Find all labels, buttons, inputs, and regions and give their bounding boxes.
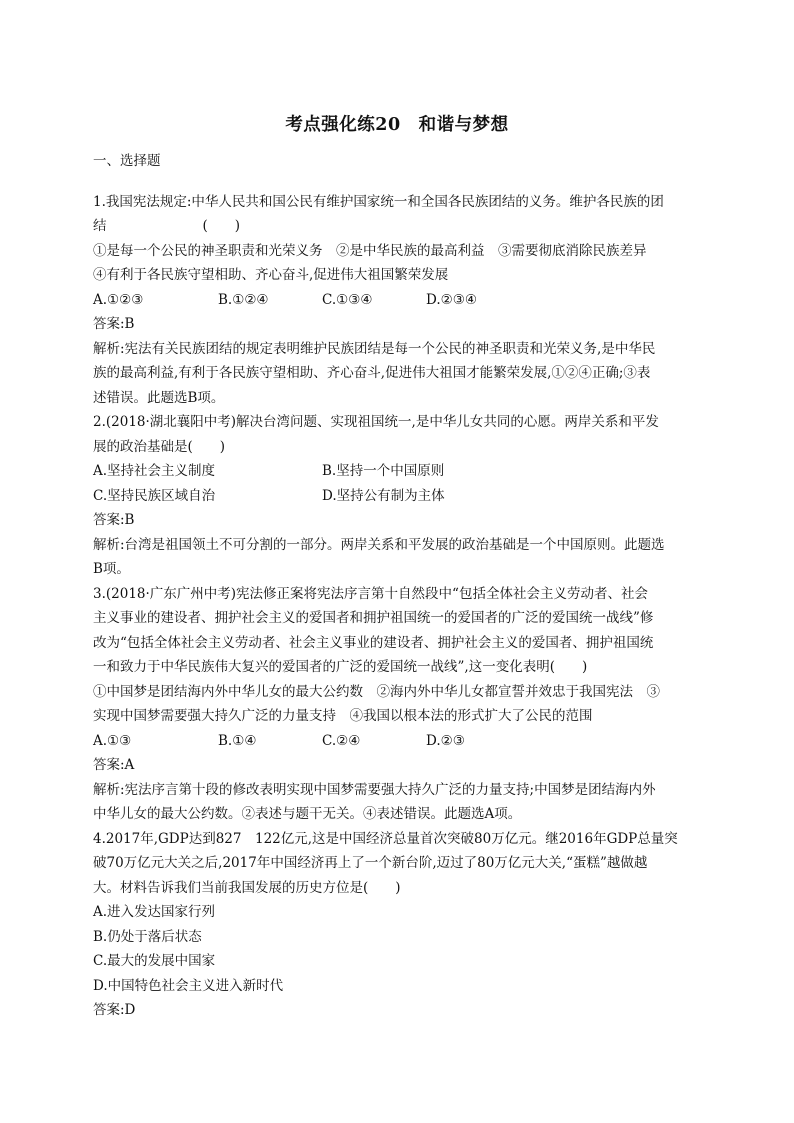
q1-statements-line1: ①是每一个公民的神圣职责和光荣义务 ②是中华民族的最高利益 ③需要彻底消除民族差异 bbox=[93, 243, 647, 259]
q3-option-d: D.②③ bbox=[426, 733, 465, 749]
q1-answer: 答案:B bbox=[93, 316, 135, 332]
q3-option-a: A.①③ bbox=[93, 733, 132, 749]
q3-stem-line4: 一和致力于中华民族伟大复兴的爱国者的广泛的爱国统一战线”,这一变化表明( ) bbox=[93, 659, 588, 675]
q2-option-c: C.坚持民族区域自治 bbox=[93, 488, 216, 504]
q3-stem-line2: 主义事业的建设者、拥护社会主义的爱国者和拥护祖国统一的爱国者的广泛的爱国统一战线”修 bbox=[93, 610, 654, 626]
document-title: 考点强化练20 和谐与梦想 bbox=[285, 115, 509, 135]
q3-answer: 答案:A bbox=[93, 757, 135, 773]
q1-option-c: C.①③④ bbox=[322, 292, 373, 308]
q3-statements-line1: ①中国梦是团结海内外中华儿女的最大公约数 ②海内外中华儿女都宣誓并效忠于我国宪法 ③ bbox=[93, 684, 660, 700]
q2-option-a: A.坚持社会主义制度 bbox=[93, 463, 216, 479]
q4-answer: 答案:D bbox=[93, 1002, 136, 1018]
q3-option-c: C.②④ bbox=[322, 733, 361, 749]
q1-analysis-line3: 述错误。此题选B项。 bbox=[93, 390, 225, 406]
q2-stem-line2: 展的政治基础是( ) bbox=[93, 439, 226, 455]
q1-analysis-line1: 解析:宪法有关民族团结的规定表明维护民族团结是每一个公民的神圣职责和光荣义务,是中华民 bbox=[93, 341, 656, 357]
q3-stem-line1: 3.(2018·广东广州中考)宪法修正案将宪法序言第十自然段中“包括全体社会主义劳动者、社会 bbox=[93, 586, 648, 602]
q1-stem-line1: 1.我国宪法规定:中华人民共和国公民有维护国家统一和全国各民族团结的义务。维护各民族的团 bbox=[93, 194, 664, 210]
q3-statements-line2: 实现中国梦需要强大持久广泛的力量支持 ④我国以根本法的形式扩大了公民的范围 bbox=[93, 708, 593, 724]
q1-statements-line2: ④有利于各民族守望相助、齐心奋斗,促进伟大祖国繁荣发展 bbox=[93, 267, 449, 283]
q4-option-c: C.最大的发展中国家 bbox=[93, 953, 216, 969]
q2-option-b: B.坚持一个中国原则 bbox=[322, 463, 445, 479]
q4-option-d: D.中国特色社会主义进入新时代 bbox=[93, 978, 284, 994]
section-heading: 一、选择题 bbox=[93, 153, 161, 169]
q2-analysis-line2: B项。 bbox=[93, 561, 130, 577]
q4-stem-line3: 大。材料告诉我们当前我国发展的历史方位是( ) bbox=[93, 880, 401, 896]
q4-stem-line2: 破70万亿元大关之后,2017年中国经济再上了一个新台阶,迈过了80万亿元大关,“蛋糕”越做越 bbox=[93, 855, 648, 871]
q1-analysis-line2: 族的最高利益,有利于各民族守望相助、齐心奋斗,促进伟大祖国才能繁荣发展,①②④正确;③表 bbox=[93, 365, 651, 381]
q3-analysis-line1: 解析:宪法序言第十段的修改表明实现中国梦需要强大持久广泛的力量支持;中国梦是团结海内外 bbox=[93, 782, 656, 798]
q3-option-b: B.①④ bbox=[218, 733, 257, 749]
q1-stem-line2 bbox=[93, 216, 240, 236]
q4-option-a: A.进入发达国家行列 bbox=[93, 904, 216, 920]
q1-option-d: D.②③④ bbox=[426, 292, 477, 308]
q1-option-a: A.①②③ bbox=[93, 292, 144, 308]
q4-option-b: B.仍处于落后状态 bbox=[93, 929, 202, 945]
q1-stem-text: 结 bbox=[93, 218, 107, 234]
q4-stem-line1: 4.2017年,GDP达到827 122亿元,这是中国经济总量首次突破80万亿元。继2016年GDP总量突 bbox=[93, 831, 678, 847]
q2-stem-line1: 2.(2018·湖北襄阳中考)解决台湾问题、实现祖国统一,是中华儿女共同的心愿。两岸关系和平发 bbox=[93, 414, 659, 430]
q2-analysis-line1: 解析:台湾是祖国领土不可分割的一部分。两岸关系和平发展的政治基础是一个中国原则。此题选 bbox=[93, 537, 665, 553]
q3-analysis-line2: 中华儿女的最大公约数。②表述与题干无关。④表述错误。此题选A项。 bbox=[93, 806, 522, 822]
q2-option-d: D.坚持公有制为主体 bbox=[322, 488, 445, 504]
q3-stem-line3: 改为“包括全体社会主义劳动者、社会主义事业的建设者、拥护社会主义的爱国者、拥护祖国统 bbox=[93, 635, 654, 651]
q2-answer: 答案:B bbox=[93, 512, 135, 528]
q1-option-b: B.①②④ bbox=[218, 292, 269, 308]
q1-answer-blank: ( ) bbox=[202, 218, 241, 234]
